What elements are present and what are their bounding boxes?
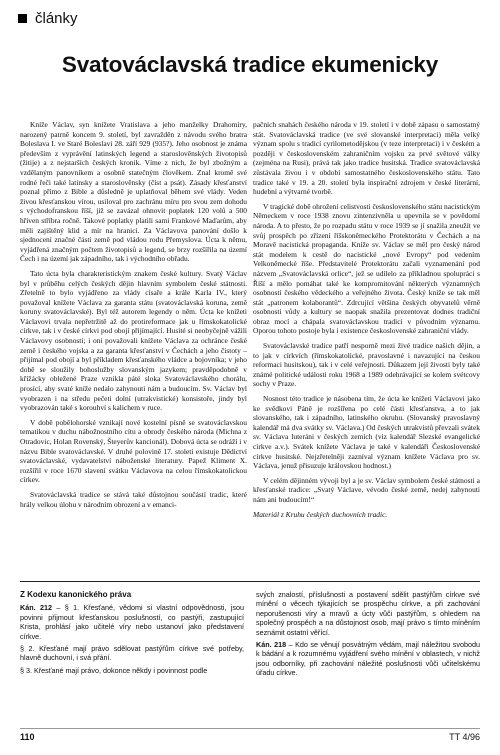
- article-paragraph: Svatováclavské tradice patří nesporně mezi živé tradice našich dějin, a to jak v církvích (římskokatolické, pravoslavné i navazující na českou reformaci husitskou), tak i v celé veřejnosti. Důkazem její živosti byly také známé politické události roku 1968 a 1989 odehrávající se kolem svétcovy sochy v Praze.: [253, 341, 480, 389]
- page-number: 110: [20, 732, 35, 742]
- article-paragraph: V tragické době ohrožení celistvosti československého státu nacistickým Německem v roce 1938 znovu zintenzivněla u upevnila se v povědomí národa. A to přesto, že po rozpadu státu v roce 1939 se jí snažila zneužít ve svůj prospěch po zřízení říšskoněmeckého Protektorátu v Čechách a na Moravě nacistická propaganda. Kníže sv. Václav se měl pro český národ stát modelem k cestě do nacistické „nové Evropy“ pod vedením Velkoněmecké říše. Představitelé Protektorátu začali vyznamenání pod názvem „Svatováclavská orlice“, jež se udílelo za příkladnou spolupráci s Říší a mělo pomáhat také ke kompromitování některých významných osobností českého vědeckého a veřejného života. Český kníže se tak měl stát „patronem kolaborantů“. Zdrcující většina českých obyvatelů věrně osobnosti vůdy a kultury se naopak snažila prezentovat dodnes tradiční obraz mocí a chápala svatováclavskou tradici v původním významu. Oporou tohoto postoje byla i existence československé zahraniční vlády.: [253, 201, 480, 336]
- box-paragraph: [256, 640, 480, 678]
- canon-text: svých znalostí, příslušnosti a postavení sdělit pastýřům církve své mínění o věcech týkajících se prospěchu církve, a při zachování neporušenosti víry a mravů a úcty vůči pastýřům, s ohledem na společný prospěch a na důstojnost osob, mají právo s tímto míněním seznámit ostatní věřící.: [256, 590, 480, 637]
- article-column-left: [20, 120, 247, 514]
- canon-text: § 2. Křesťané mají právo sdělovat pastýřům církve své potřeby, hlavně duchovní, i svá přání.: [20, 644, 244, 663]
- article-paragraph: V době pobělohorské vznikají nové kostelní písně se svatováclavskou tematikou v duchu nábožnostního cítu a obrody českého národa (Michna z Otradovic, Holan Rovenský, Šteyerův kancionál). Dobová úcta se odráží i v názvu Bible svatováclavské. V druhé polovině 17. století existuje Dědictví svatováclavské, vydavatelství náboženské literatury. Papež Kliment X. rozšířil v roce 1670 slavení svátku Václavova na celou římskokatolickou církev.: [20, 417, 247, 485]
- page-footer: [20, 732, 480, 746]
- section-square-icon: [18, 14, 27, 23]
- box-paragraph: [20, 644, 244, 663]
- canon-law-box: [20, 590, 480, 720]
- article-signature: Materiál z Kruhu českých duchovních tradic.: [253, 509, 388, 519]
- section-label: články: [35, 10, 78, 27]
- article-paragraph: pačních snahách českého národa v 19. století i v době zápasu o samostatný stát. Svatováclavská tradice (ve své slovanské interpretaci) měla velký význam spolu s tradicí cyrilometodějskou (v teze interpretaci) i v českém a později v československém zahraničním vojsku za prvé světové války (zejména na Rusi), prává tak jako tradice husitská. Tradice svatováclavská zůstávala živou i v období samostatného československého státu. Tato tradice také v 19. a 20. století byla inspirační zdrojem v české literární, hudební a výtvarné tvorbě.: [253, 120, 480, 197]
- article-paragraph: Kníže Václav, syn knížete Vratislava a jeho manželky Drahomíry, narozený patrně koncem 9. století, byl zavražděn z návodu svého bratra Boleslava I. ve Staré Boleslavi 28. září 929 (935?). Jeho osobnost je známa především z vyprávění latinských legend a staroslověnských životopisů (žitije) a z nejstarších českých kronik. Víme z nich, že byl zbožným a vzdělaným panovníkem a osobně statečným člověkem. Znal kromě své rodné řeči také latinsky a staroslověnsky (číst a psát). Zásady křesťanství poznal přímo z Bible a důsledně je uplatňoval během své vlády. Veden živou křesťanskou vírou, usiloval pro zachránu míru pro svou zem dohodu s východofranskou říší, již se zavázal ohnovit poplatek 120 volů a 500 hřiven stříbra ročně. Takové poplatky platili sami Frankové Maďarům, aby měli zajištěný klid a mír na hranici. Za Václavova panování došlo k sjednocení značné části země pod vládou rodu Přemyslova. Úcta k němu, vyjádřená značným počtem životopisů a legend, se brzy rozšířila na území Čech i na území jak západního, tak i východního obřadu.: [20, 120, 247, 264]
- box-paragraph: [20, 666, 244, 675]
- article-paragraph: V celém dějinném vývoji byl a je sv. Václav symbolem české státnosti a křesťanské tradice: „Svatý Václave, vévodo české země, nedej zahynouti nám ani budoucím!“: [253, 475, 480, 504]
- footer-divider: [20, 728, 480, 729]
- canon-text: – Kdo se věnují posvátným vědám, mají náležitou svobodu k bádání a k rozumnému vyjádření svého mínění v oblastech, v nichž jsou odborníky, při zachování náležité poslušnosti vůči učitelskému úřadu církve.: [256, 640, 480, 678]
- canon-number: Kán. 218: [256, 640, 287, 650]
- canon-number: Kán. 212: [20, 603, 52, 613]
- article-paragraph: Svatováclavská tradice se stává také důstojnou součástí tradic, které hrály velkou úlohu v národním obrození a v emanci-: [20, 489, 247, 509]
- box-paragraph: [256, 590, 480, 637]
- box-title: Z Kodexu kanonického práva: [20, 590, 132, 599]
- article-paragraph: Nosnost této tradice je násobena tím, že úcta ke knížeti Václavovi jako ke svědkovi Páně je rozšířena po celé části křesťanstva, a to jak slovanského, tak i západního, latinského okruhu. (Slovanský pravoslavný kalendář má dva svátky sv. Václava.) Od českých utrakvistů převzali svátek sv. Václava luteráni v českých zemích (viz kalendář Slezské evangelické církve a.v.). Svátek knížete Václava je také v kalendáři Československé církve husitské. Nejzřetelněji zazníval význam knížete Václava pro sv. Václava, jenuž přisuzuje královskou hodnost.): [253, 394, 480, 471]
- issue-label: TT 4/96: [449, 732, 480, 742]
- canon-text: – § 1. Křesťané, vědomi si vlastní odpovědnosti, jsou povinni přijmout křesťanskou poslušností, co pastýři, zastupující Krista, prohlásí jako učitelé víry nebo ustanoví jako představení církve.: [20, 603, 244, 641]
- section-tag: [18, 10, 78, 27]
- box-column-right: [256, 590, 480, 681]
- article-title: Svatováclavská tradice ekumenicky: [61, 52, 439, 77]
- canon-text: § 3. Křesťané mají právo, dokonce někdy i povinnost podle: [20, 665, 208, 675]
- article-column-right: [253, 120, 480, 524]
- article-paragraph: Tato úcta byla charakteristickým znakem české kultury. Svatý Václav byl v průběhu celých českých dějin hlavním symbolem české státnosti. Zřetelně to bylo vyjádřeno za vlády císaře a krále Karla IV., který považoval knížete Václava za garanta státu (svatováclavská koruna, země koruny svatováclavské). Byl též autorem legendy o něm. Úcta ke knížeti Václavovi trvala nepřetržitě až do protireformace jak u římskokatolické církve, tak i v české církvi pod obojí přijímající. Husité si neobyčejně vážili Václavovy osobnosti; i oni považovali knížete Václava za ochránce české země i českého vojska a za garanta křesťanství v Čechách a jeho čistoty – přijímal pod obojí a byl příkladem křesťanského vládce a bojovníka; v jeho době se sloužily bohoslužby slovanským jazykem; pravděpodobně v křížácky obležené Praze vznikla páté sloka Svatováclavského chorálu, prosící, aby svaté kníže nedalo zahynouti nám a budoucím. Sv. Václav byl vyobrazen i na středu pečeti dolní (utrakvistické) konsistoře, jindy byl vyobrazován také s korouhví s kalichem v ruce.: [20, 268, 247, 413]
- box-paragraph: [20, 603, 244, 641]
- box-column-left: [20, 590, 244, 678]
- box-divider: [20, 581, 480, 582]
